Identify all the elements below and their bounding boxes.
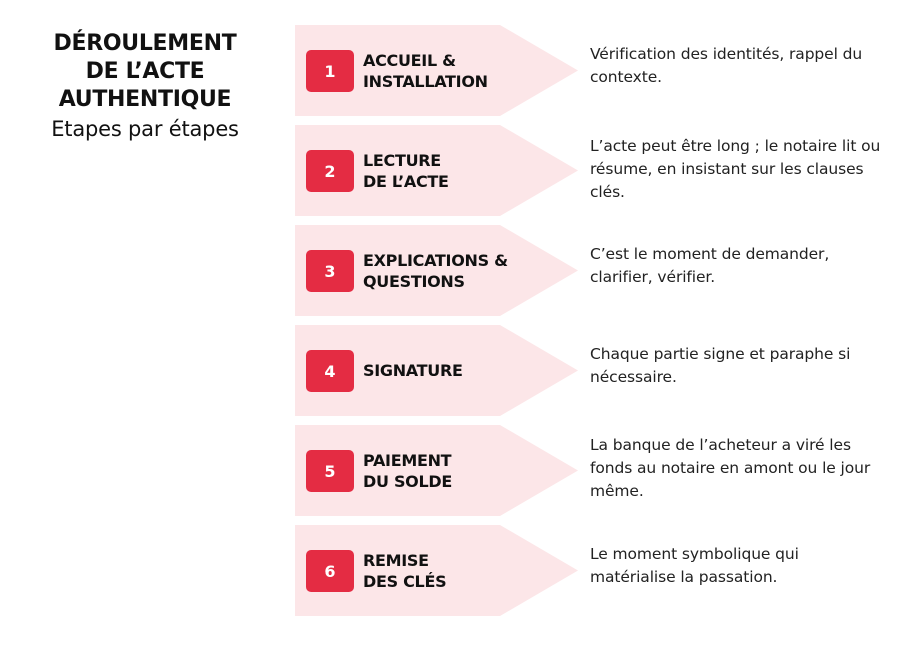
step-5	[295, 425, 885, 516]
step-6	[295, 525, 885, 616]
step-label	[363, 25, 563, 116]
step-description: La banque de l’acheteur a viré les fonds au notaire en amont ou le jour même.	[590, 436, 871, 500]
step-label-line: QUESTIONS	[363, 271, 465, 291]
step-label-line: PAIEMENT	[363, 450, 452, 470]
step-label-line: DE L’ACTE	[363, 171, 449, 191]
step-3	[295, 225, 885, 316]
step-label-line: DES CLÉS	[363, 571, 447, 591]
step-4	[295, 325, 885, 416]
title-line-1: DÉROULEMENT	[53, 31, 237, 56]
step-label	[363, 325, 563, 416]
step-description: Vérification des identités, rappel du contexte.	[590, 45, 863, 86]
step-label-line: DU SOLDE	[363, 471, 452, 491]
step-description: C’est le moment de demander, clarifier, vérifier.	[590, 245, 830, 286]
step-1	[295, 25, 885, 116]
step-description: L’acte peut être long ; le notaire lit ou résume, en insistant sur les clauses clés.	[590, 137, 881, 201]
title-line-3: AUTHENTIQUE	[58, 87, 232, 112]
step-number-badge: 5	[306, 450, 354, 492]
step-number-badge: 6	[306, 550, 354, 592]
step-label	[363, 225, 563, 316]
title-block	[20, 30, 270, 143]
step-number-badge: 3	[306, 250, 354, 292]
step-description: Chaque partie signe et paraphe si nécessaire.	[590, 345, 851, 386]
step-label	[363, 425, 563, 516]
title-line-2: DE L’ACTE	[85, 59, 205, 84]
step-number-badge: 4	[306, 350, 354, 392]
step-label-line: EXPLICATIONS &	[363, 250, 508, 270]
subtitle: Etapes par étapes	[51, 117, 239, 141]
step-label	[363, 525, 563, 616]
step-number-badge: 1	[306, 50, 354, 92]
step-label	[363, 125, 563, 216]
step-label-line: ACCUEIL &	[363, 50, 456, 70]
step-description: Le moment symbolique qui matérialise la passation.	[590, 545, 799, 586]
step-number-badge: 2	[306, 150, 354, 192]
step-label-line: REMISE	[363, 550, 429, 570]
step-label-line: LECTURE	[363, 150, 441, 170]
step-2	[295, 125, 885, 216]
step-label-line: INSTALLATION	[363, 71, 488, 91]
step-label-line: SIGNATURE	[363, 361, 463, 380]
